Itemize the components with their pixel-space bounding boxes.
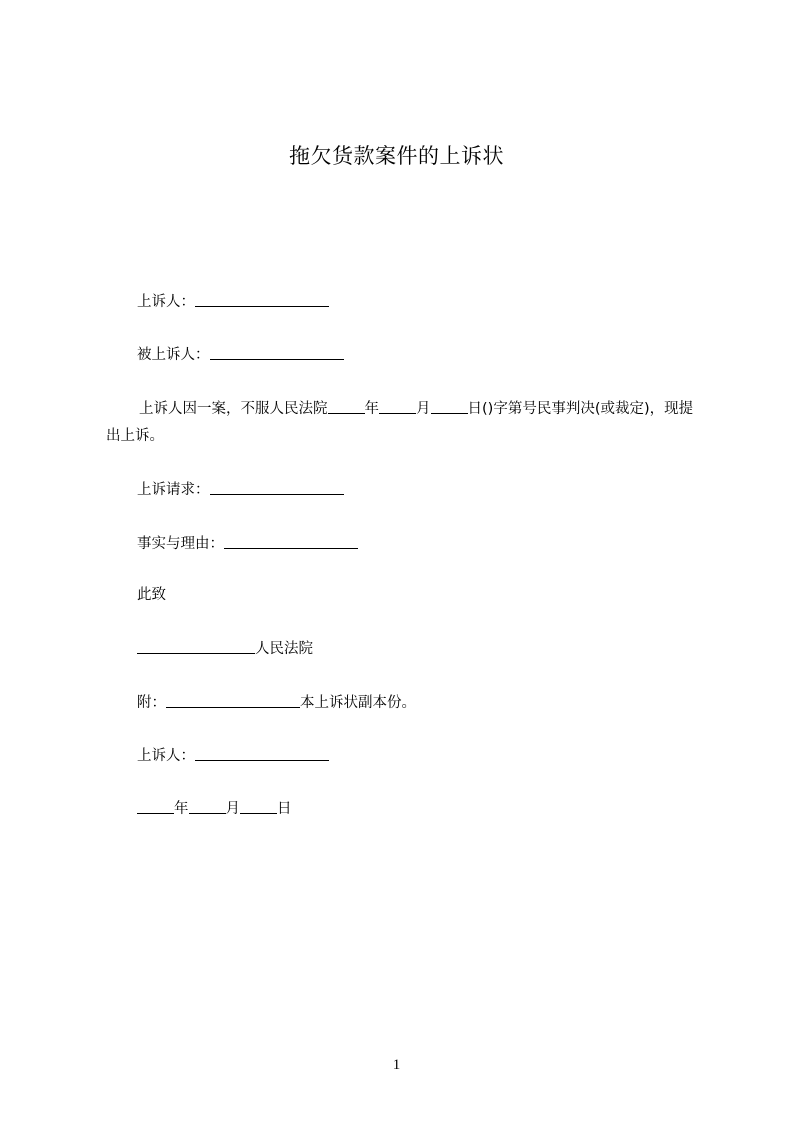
- appeal-request-blank: [210, 480, 344, 495]
- facts-reasons-label: 事实与理由：: [137, 536, 224, 552]
- statement-day-label: 日: [467, 401, 482, 417]
- attachment-blank: [166, 693, 300, 708]
- statement-year-label: 年: [364, 401, 379, 417]
- attachment-suffix: 本上诉状副本份。: [300, 695, 416, 711]
- facts-reasons-line: [137, 534, 358, 554]
- signature-label: 上诉人：: [137, 748, 195, 764]
- appellee-line: [137, 345, 344, 365]
- date-month-blank: [189, 799, 226, 814]
- salutation: 此致: [137, 587, 166, 603]
- court-suffix: 人民法院: [255, 641, 313, 657]
- appellant-blank: [195, 292, 329, 307]
- statement-day-blank: [431, 399, 468, 414]
- statement-year-blank: [328, 399, 365, 414]
- date-line: [137, 799, 292, 819]
- statement-text-1: 上诉人因一案，不服人民法院: [139, 401, 328, 417]
- appeal-statement-paragraph: [106, 396, 704, 450]
- page-number: 1: [392, 1057, 401, 1073]
- date-day-label: 日: [277, 801, 292, 817]
- appellee-label: 被上诉人：: [137, 347, 210, 363]
- date-year-label: 年: [174, 801, 189, 817]
- facts-reasons-blank: [224, 534, 358, 549]
- statement-month-blank: [379, 399, 416, 414]
- appellee-blank: [210, 345, 344, 360]
- appeal-request-line: [137, 480, 344, 500]
- date-year-blank: [137, 799, 174, 814]
- attachment-label: 附：: [137, 695, 166, 711]
- date-month-label: 月: [225, 801, 240, 817]
- court-name-blank: [137, 639, 255, 654]
- statement-text-2: ()字第号民事判决(或裁定)，现提出上诉。: [106, 401, 694, 444]
- salutation-line: [137, 585, 166, 605]
- appeal-request-label: 上诉请求：: [137, 482, 210, 498]
- attachment-line: [137, 693, 416, 713]
- appellant-line: [137, 292, 329, 312]
- court-line: [137, 639, 313, 659]
- signature-line: [137, 746, 329, 766]
- statement-month-label: 月: [416, 401, 431, 417]
- signature-blank: [195, 746, 329, 761]
- date-day-blank: [240, 799, 277, 814]
- document-title: 拖欠货款案件的上诉状: [289, 144, 504, 168]
- appellant-label: 上诉人：: [137, 294, 195, 310]
